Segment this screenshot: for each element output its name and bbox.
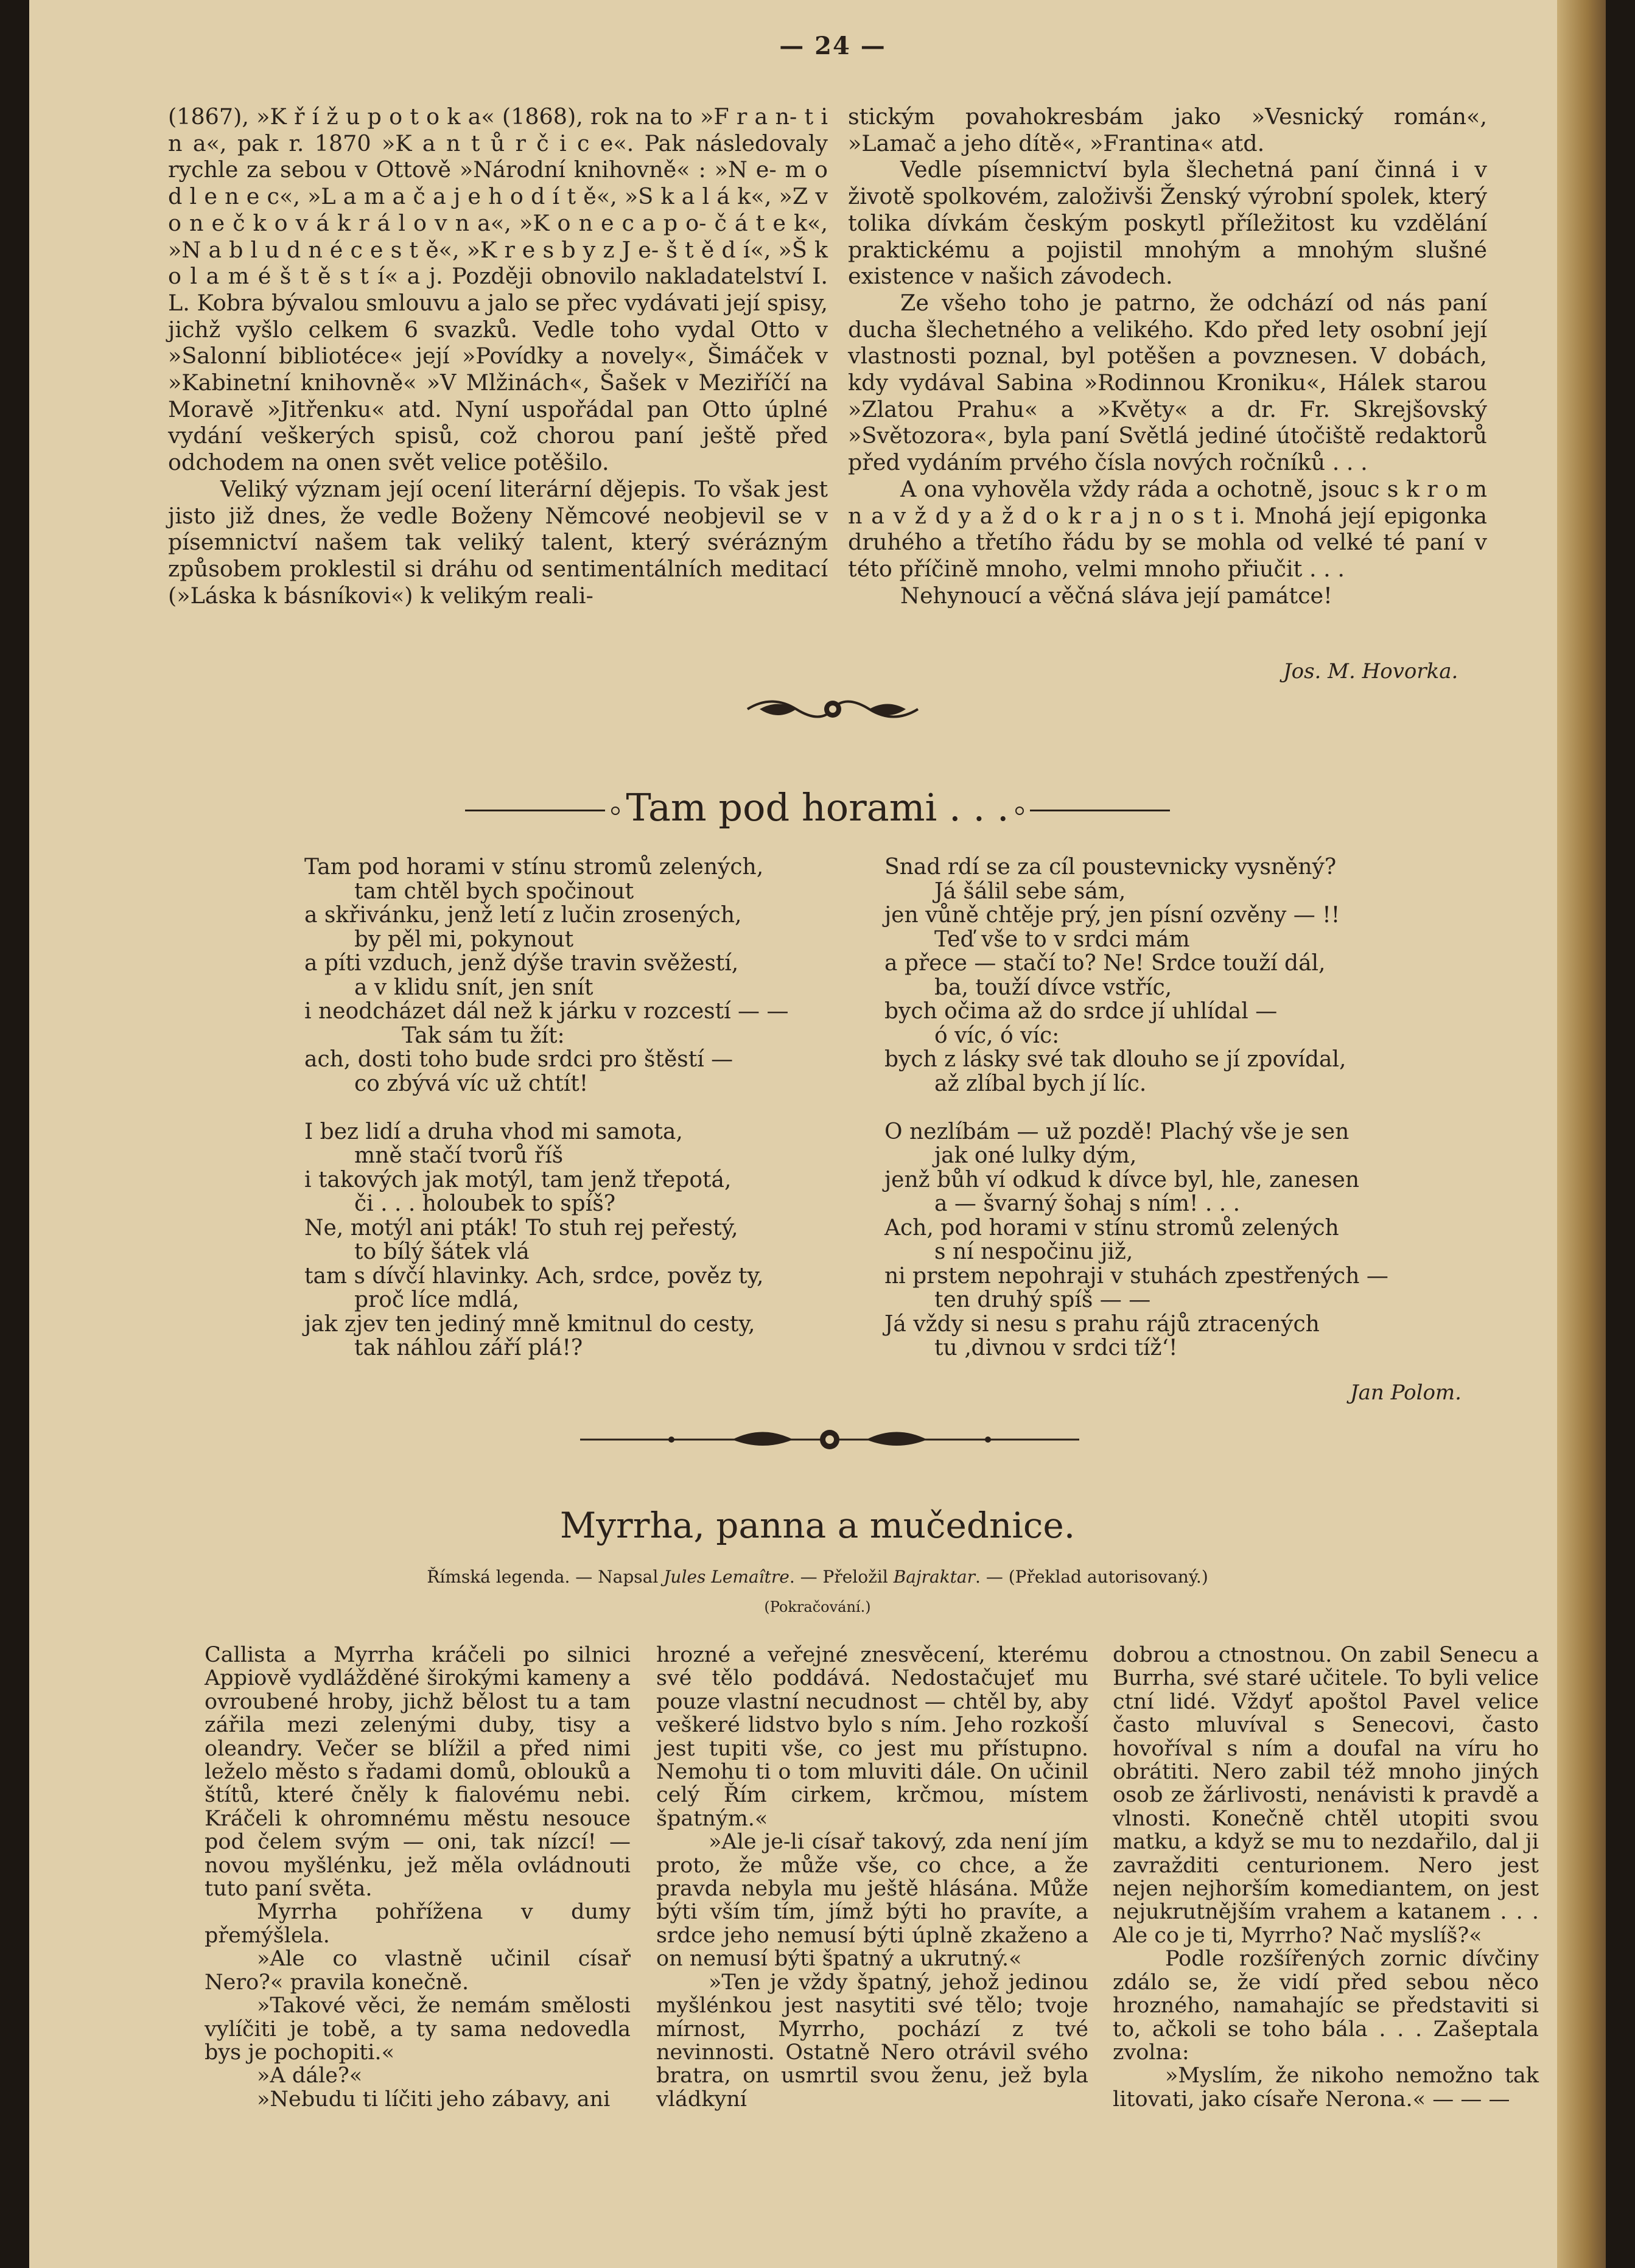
page-number: — 24 — — [779, 32, 886, 60]
poem-right-line: ó víc, ó víc: — [934, 1023, 1060, 1048]
poem-left-line — [304, 1096, 789, 1120]
poem-left-line: a v klidu snít, jen snít — [354, 975, 593, 1000]
article2-author: Jules Lemaître — [663, 1567, 789, 1587]
article2-column-1 — [205, 1643, 631, 2111]
ornament-divider-2 — [580, 1421, 1079, 1458]
article1-right-lead: stickým povahokresbám jako »Vesnický román«, »Lamač a jeho dítě«, »Frantina« atd. — [848, 103, 1487, 156]
article2-col1-paragraph-5: »A dále?« — [257, 2063, 363, 2088]
poem-right-line: až zlíbal bych jí líc. — [934, 1071, 1147, 1096]
poem-right-line: Ach, pod horami v stínu stromů zelených — [884, 1215, 1339, 1241]
article2-col2-paragraph-2: »Ale je-li císař takový, zda není jím proto, že může vše, co chce, a že pravda nebyla mu ještě hlásána. Může býti vším tím, jímž býti ho pravíte, a srdce jeho nemusí býti úplně zkaženo a on nemusí býti špatný a ukrutný.« — [656, 1830, 1088, 1972]
poem-left-line: co zbývá víc už chtít! — [354, 1071, 589, 1096]
poem-left-line: či . . . holoubek to spíš? — [354, 1191, 616, 1216]
poem-right-line — [884, 1096, 1388, 1120]
article2-col3-paragraph-3: »Myslím, že nikoho nemožno tak litovati, jako císaře Nerona.« — — — — [1113, 2063, 1539, 2112]
poem-left-line: to bílý šátek vlá — [354, 1239, 530, 1264]
article1-left-column — [168, 103, 828, 609]
poem-title-rule-right — [1030, 810, 1170, 811]
poem-right-column — [884, 855, 1388, 1360]
poem-left-line: tam s dívčí hlavinky. Ach, srdce, pověz ty, — [304, 1263, 764, 1289]
article2-column-2 — [656, 1643, 1088, 2111]
article2-subtitle — [29, 1567, 1606, 1587]
poem-right-line: Snad rdí se za cíl poustevnicky vysněný? — [884, 855, 1337, 880]
poem-left-line: ach, dosti toho bude srdci pro štěstí — — [304, 1047, 733, 1072]
article2-subtitle-part-1: Římská legenda. — Napsal — [427, 1567, 664, 1587]
poem-left-line: a píti vzduch, jenž dýše travin svěžestí, — [304, 951, 739, 976]
poem-left-line: i neodcházet dál než k járku v rozcestí — — — [304, 999, 789, 1024]
article2-col1-paragraph-2: Myrrha pohřížena v dumy přemýšlela. — [205, 1900, 631, 1948]
poem-left-column — [304, 855, 789, 1360]
poem-right-line: jak oné lulky dým, — [934, 1143, 1137, 1168]
article1-left-paragraph-2: Veliký význam její ocení literární dějepis. To však jest jisto již dnes, že vedle Boženy Němcové neobjevil se v písemnictví našem tak veliký talent, který svérázným způsobem proklestil si dráhu od sentimentálních meditací (»Láska k básníkovi«) k velikým reali- — [168, 475, 828, 609]
article2-col1-paragraph-3: »Ale co vlastně učinil císař Nero?« pravila konečně. — [205, 1947, 631, 1995]
poem-signature: Jan Polom. — [1350, 1381, 1462, 1405]
article2-col2-paragraph-3: »Ten je vždy špatný, jehož jedinou myšlénkou jest nasytiti své tělo; tvoje mírnost, Myrrho, pochází z tvé nevinnosti. Ostatně Nero otrávil svého bratra, on usmrtil svou ženu, jež byla vládkyní — [656, 1970, 1088, 2112]
poem-right-line: tu ‚divnou v srdci tíž‘! — [934, 1335, 1178, 1360]
poem-right-line: bych z lásky své tak dlouho se jí zpovídal, — [884, 1047, 1346, 1072]
article2-subtitle-part-3: . — Přeložil — [789, 1567, 894, 1587]
poem-title-rule-left — [465, 810, 605, 811]
poem-left-line: tak náhlou září plá!? — [354, 1335, 583, 1360]
article1-right-paragraph-2: Ze všeho toho je patrno, že odchází od nás paní ducha šlechetného a velikého. Kdo před lety osobní její vlastnosti poznal, byl potěšen a povznesen. V dobách, kdy vydával Sabina »Rodinnou Kroniku«, Hálek starou »Zlatou Prahu« a »Květy« a dr. Fr. Skrejšovský »Světozora«, byla paní Světlá jediné útočiště redaktorů před vydáním prvého čísla nových ročníků . . . — [848, 289, 1487, 476]
article1-right-paragraph-4: Nehynoucí a věčná sláva její památce! — [900, 582, 1332, 609]
poem-right-line: jenž bůh ví odkud k dívce byl, hle, zanesen — [884, 1167, 1360, 1192]
poem-right-line: Já šálil sebe sám, — [934, 878, 1126, 904]
article2-col2-paragraph-1: hrozné a veřejné znesvěcení, kterému své tělo poddává. Nedostačujeť mu pouze vlastní necudnost — chtěl by, aby veškeré lidstvo bylo s ním. Jeho rozkoší jest tupiti vše, co jest mu přístupno. Nemohu ti o tom mluviti dále. On učinil celý Řím cirkem, krčmou, místem špatným.« — [656, 1643, 1088, 1831]
article2-col1-paragraph-4: »Takové věci, že nemám smělosti vylíčiti je tobě, a ty sama nedovedla bys je pochopiti.« — [205, 1993, 631, 2065]
poem-left-line: jak zjev ten jediný mně kmitnul do cesty, — [304, 1311, 755, 1337]
poem-left-line: by pěl mi, pokynout — [354, 926, 574, 952]
poem-left-line: I bez lidí a druha vhod mi samota, — [304, 1119, 683, 1144]
poem-left-line: a skřivánku, jenž letí z lučin zrosených, — [304, 903, 742, 928]
poem-left-line: tam chtěl bych spočinout — [354, 878, 634, 904]
article2-col1-paragraph-1: Callista a Myrrha kráčeli po silnici Appiově vydlážděné širokými kameny a ovroubené hroby, jichž bělost tu a tam zářila mezi zelenými duby, tisy a oleandry. Večer se blížil a před nimi leželo město s řadami domů, oblouků a štítů, které čněly k fialovému nebi. Kráčeli k ohromnému městu nesouce pod čelem svým — oni, tak nízcí! — novou myšlénku, jež měla ovládnouti tuto paní světa. — [205, 1643, 631, 1902]
poem-right-line: a — švarný šohaj s ním! . . . — [934, 1191, 1241, 1216]
poem-left-line: Ne, motýl ani pták! To stuh rej peřestý, — [304, 1215, 738, 1241]
poem-right-line: a přece — stačí to? Ne! Srdce touží dál, — [884, 951, 1326, 976]
poem-left-line: Tak sám tu žít: — [402, 1023, 565, 1048]
poem-right-line: ba, touží dívce vstříc, — [934, 975, 1172, 1000]
article1-signature: Jos. M. Hovorka. — [1283, 659, 1458, 684]
page — [29, 0, 1606, 2268]
article2-col3-paragraph-2: Podle rozšířených zornic dívčiny zdálo se, že vidí před sebou něco hrozného, namahajíc se představiti si to, ačkoli se toho bála . . . Zašeptala zvolna: — [1113, 1947, 1539, 2065]
article1-left-paragraph-1: (1867), »K ř í ž u p o t o k a« (1868), rok na to »F r a n- t i n a«, pak r. 1870 »K a n t ů r č i c e«. Pak následovaly rychle za sebou v Ottově »Národní knihovně« : »N e- m o d l e n e c«, »L a m a č a j e h o d í t ě«, »S k a l á k«, »Z v o n e č k o v á k r á l o v n a«, »K o n e c a p o- č á t e k«, »N a b l u d n é c e s t ě«, »K r e s b y z J e- š t ě d í«, »Š k o l a m é š t ě s t í« a j. Později obnovilo nakladatelství I. L. Kobra bývalou smlouvu a jalo se přec vydávati její spisy, jichž vyšlo celkem 6 svazků. Vedle toho vydal Otto v »Salonní bibliotéce« její »Povídky a novely«, Šimáček v »Kabinetní knihovně« »V Mlžinách«, Šašek v Meziříčí na Moravě »Jitřenku« atd. Nyní uspořádal pan Otto úplné vydání veškerých spisů, což chorou paní ještě před odchodem na onen svět velice potěšilo. — [168, 103, 828, 476]
poem-right-line: ni prstem nepohraji v stuhách zpestřených — — [884, 1263, 1388, 1289]
article2-continued-note: (Pokračování.) — [764, 1598, 871, 1615]
poem-left-line: proč líce mdlá, — [354, 1287, 520, 1312]
ornament-divider-1 — [741, 688, 924, 730]
poem-title-row — [29, 785, 1606, 830]
poem-left-line: i takových jak motýl, tam jenž třepotá, — [304, 1167, 732, 1192]
poem-left-line: mně stačí tvorů říš — [354, 1143, 564, 1168]
article2-translator: Bajraktar — [893, 1567, 976, 1587]
poem-right-line: bych očima až do srdce jí uhlídal — — [884, 999, 1278, 1024]
poem-left-line: Tam pod horami v stínu stromů zelených, — [304, 855, 764, 880]
article2-column-3 — [1113, 1643, 1539, 2111]
article2-title: Myrrha, panna a mučednice. — [559, 1505, 1076, 1546]
article2-subtitle-part-5: . — (Překlad autorisovaný.) — [975, 1567, 1208, 1587]
page-spine — [1557, 0, 1606, 2268]
article2-col1-paragraph-6: »Nebudu ti líčiti jeho zábavy, ani — [257, 2087, 611, 2112]
poem-title-dot-left — [611, 807, 620, 815]
article1-right-column — [848, 103, 1487, 609]
article1-right-paragraph-1: Vedle písemnictví byla šlechetná paní činná i v životě spolkovém, založivši Ženský výrobní spolek, který tolika dívkám českým poskytl příležitost ku vzdělání praktickému a pojistil mnohým a mnohým slušné existence v našich závodech. — [848, 156, 1487, 290]
poem-right-line: Teď vše to v srdci mám — [934, 926, 1190, 952]
poem-title: Tam pod horami . . . — [626, 785, 1009, 830]
poem-right-line: ten druhý spíš — — — [934, 1287, 1151, 1312]
article2-col3-paragraph-1: dobrou a ctnostnou. On zabil Senecu a Burrha, své staré učitele. To byli velice ctní lidé. Vždyť apoštol Pavel velice často mluvíval s Senecovi, často hovoříval s ním a doufal na víru ho obrátiti. Nero zabil též mnoho jiných osob ze žárlivosti, nenávisti k pravdě a vlnosti. Konečně chtěl utopiti svou matku, a když se mu to nezdařilo, dal ji zavražditi centurionem. Nero jest nejen nejhorším komediantem, on jest nejukrutnějším vrahem a katanem . . . Ale co je ti, Myrrho? Nač myslíš?« — [1113, 1643, 1539, 1948]
poem-right-line: s ní nespočinu již, — [934, 1239, 1133, 1264]
poem-right-line: Já vždy si nesu s prahu rájů ztracených — [884, 1311, 1320, 1337]
article1-right-paragraph-3: A ona vyhověla vždy ráda a ochotně, jsouc s k r o m n a v ž d y a ž d o k r a j n o s t i. Mnohá její epigonka druhého a třetího řádu by se mohla od velké té paní v této příčině mnoho, velmi mnoho přiučit . . . — [848, 475, 1487, 582]
poem-right-line: O nezlíbám — už pozdě! Plachý vše je sen — [884, 1119, 1350, 1144]
poem-title-dot-right — [1015, 807, 1024, 815]
poem-right-line: jen vůně chtěje prý, jen písní ozvěny — !! — [884, 903, 1340, 928]
